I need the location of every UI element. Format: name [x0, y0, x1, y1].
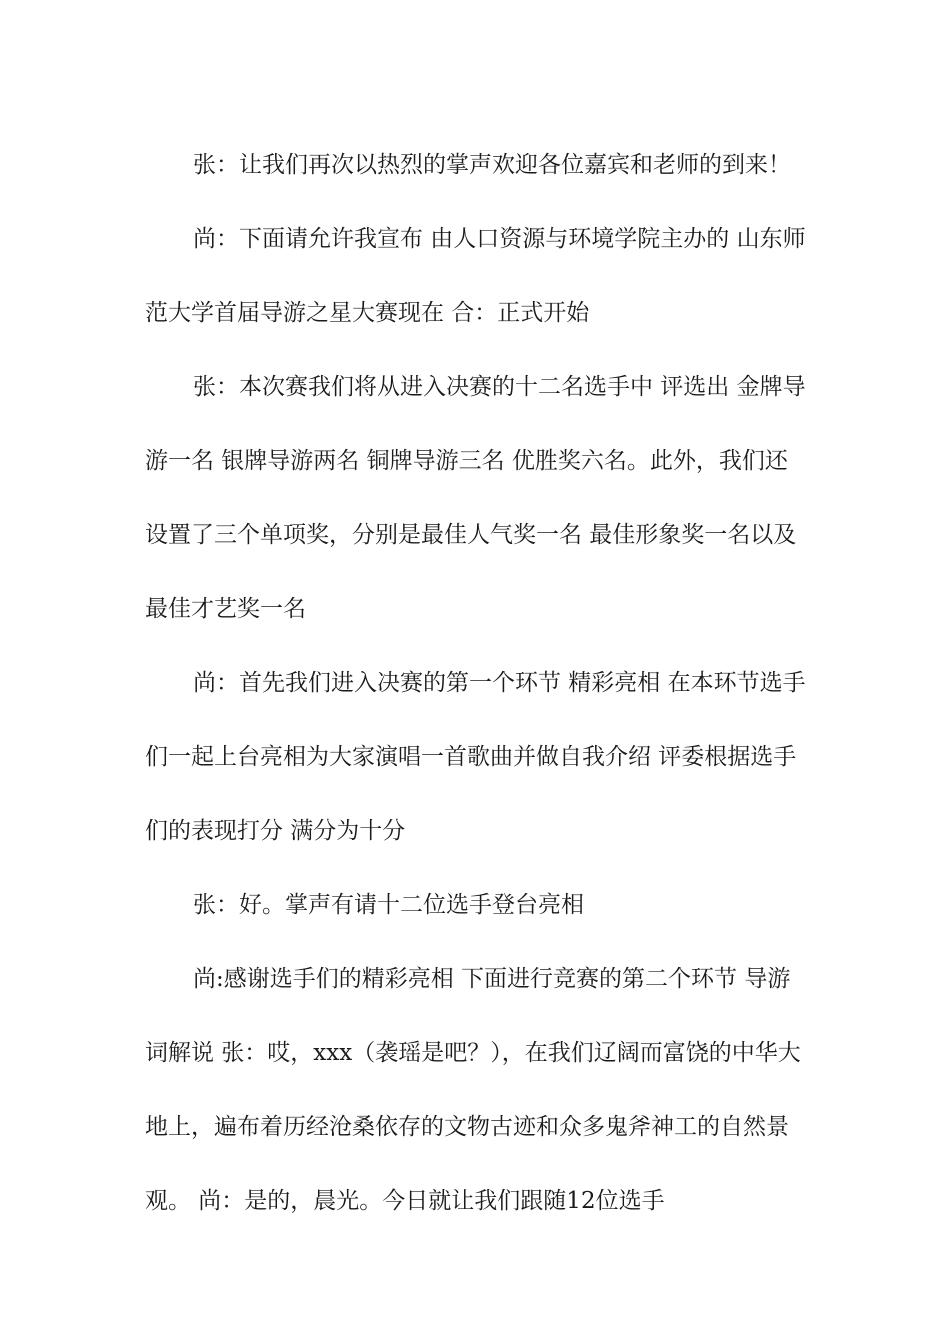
paragraph-welcome: 张：让我们再次以热烈的掌声欢迎各位嘉宾和老师的到来！ [193, 152, 791, 178]
paragraph-opening-announcement: 尚：下面请允许我宣布 由人口资源与环境学院主办的 山东师范大学首届导游之星大赛现在 合：正式开始 [145, 226, 806, 326]
paragraph-first-round: 尚：首先我们进入决赛的第一个环节 精彩亮相 在本环节选手们一起上台亮相为大家演唱一首歌曲并做自我介绍 评委根据选手们的表现打分 满分为十分 [145, 670, 806, 844]
paragraph-awards: 张：本次赛我们将从进入决赛的十二名选手中 评选出 金牌导游一名 银牌导游两名 铜牌导游三名 优胜奖六名。此外，我们还设置了三个单项奖，分别是最佳人气奖一名 最佳形象奖一名以及最佳才艺奖一名 [145, 374, 806, 622]
paragraph-second-round: 尚:感谢选手们的精彩亮相 下面进行竞赛的第二个环节 导游词解说 张：哎，xxx（袭瑶是吧？），在我们辽阔而富饶的中华大地上，遍布着历经沧桑依存的文物古迹和众多鬼斧神工的自然景观。 尚：是的，晨光。今日就让我们跟随12位选手 [145, 966, 801, 1214]
paragraph-contestants-entrance: 张：好。掌声有请十二位选手登台亮相 [193, 892, 584, 918]
document-body [145, 128, 809, 1238]
